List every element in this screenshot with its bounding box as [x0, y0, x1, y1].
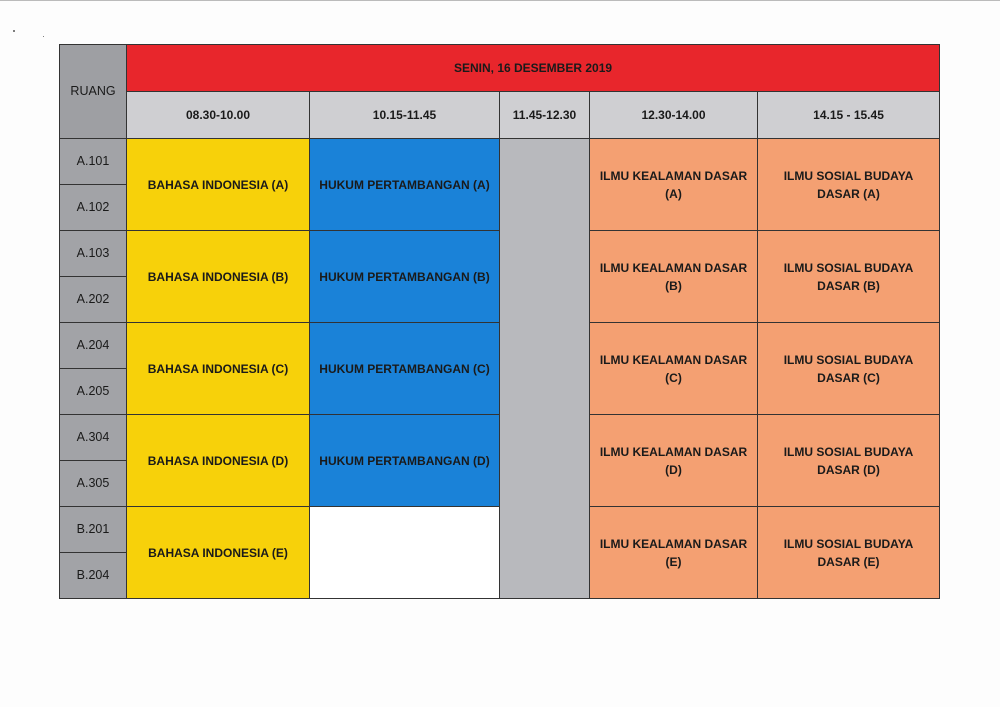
time-slot-5: 14.15 - 15.45: [758, 92, 940, 139]
room-cell: B.201: [60, 507, 127, 553]
room-cell: A.305: [60, 461, 127, 507]
time-slot-3: 11.45-12.30: [500, 92, 590, 139]
course-ilmu-kealaman-dasar: ILMU KEALAMAN DASAR (B): [590, 231, 758, 323]
course-ilmu-sosial-budaya-dasar: ILMU SOSIAL BUDAYA DASAR (E): [758, 507, 940, 599]
room-cell: A.202: [60, 277, 127, 323]
time-slot-4: 12.30-14.00: [590, 92, 758, 139]
course-ilmu-kealaman-dasar: ILMU KEALAMAN DASAR (A): [590, 139, 758, 231]
room-cell: A.304: [60, 415, 127, 461]
course-hukum-pertambangan: HUKUM PERTAMBANGAN (D): [310, 415, 500, 507]
date-header: SENIN, 16 DESEMBER 2019: [127, 45, 940, 92]
ruang-header: RUANG: [60, 45, 127, 139]
time-slot-1: 08.30-10.00: [127, 92, 310, 139]
course-bahasa-indonesia: BAHASA INDONESIA (B): [127, 231, 310, 323]
scan-speck: [13, 30, 15, 32]
page-edge-line: [0, 0, 1000, 1]
break-column: [500, 139, 590, 599]
course-ilmu-kealaman-dasar: ILMU KEALAMAN DASAR (D): [590, 415, 758, 507]
course-ilmu-sosial-budaya-dasar: ILMU SOSIAL BUDAYA DASAR (A): [758, 139, 940, 231]
course-hukum-pertambangan: HUKUM PERTAMBANGAN (C): [310, 323, 500, 415]
course-bahasa-indonesia: BAHASA INDONESIA (E): [127, 507, 310, 599]
course-bahasa-indonesia: BAHASA INDONESIA (D): [127, 415, 310, 507]
room-cell: A.102: [60, 185, 127, 231]
empty-slot: [310, 507, 500, 599]
course-hukum-pertambangan: HUKUM PERTAMBANGAN (A): [310, 139, 500, 231]
course-ilmu-sosial-budaya-dasar: ILMU SOSIAL BUDAYA DASAR (D): [758, 415, 940, 507]
time-slot-2: 10.15-11.45: [310, 92, 500, 139]
room-cell: A.103: [60, 231, 127, 277]
course-ilmu-sosial-budaya-dasar: ILMU SOSIAL BUDAYA DASAR (C): [758, 323, 940, 415]
course-ilmu-kealaman-dasar: ILMU KEALAMAN DASAR (C): [590, 323, 758, 415]
course-ilmu-sosial-budaya-dasar: ILMU SOSIAL BUDAYA DASAR (B): [758, 231, 940, 323]
course-bahasa-indonesia: BAHASA INDONESIA (A): [127, 139, 310, 231]
exam-schedule-table: [59, 44, 940, 599]
course-ilmu-kealaman-dasar: ILMU KEALAMAN DASAR (E): [590, 507, 758, 599]
course-bahasa-indonesia: BAHASA INDONESIA (C): [127, 323, 310, 415]
room-cell: B.204: [60, 553, 127, 599]
room-cell: A.101: [60, 139, 127, 185]
room-cell: A.204: [60, 323, 127, 369]
room-cell: A.205: [60, 369, 127, 415]
scan-speck: [43, 36, 44, 37]
course-hukum-pertambangan: HUKUM PERTAMBANGAN (B): [310, 231, 500, 323]
